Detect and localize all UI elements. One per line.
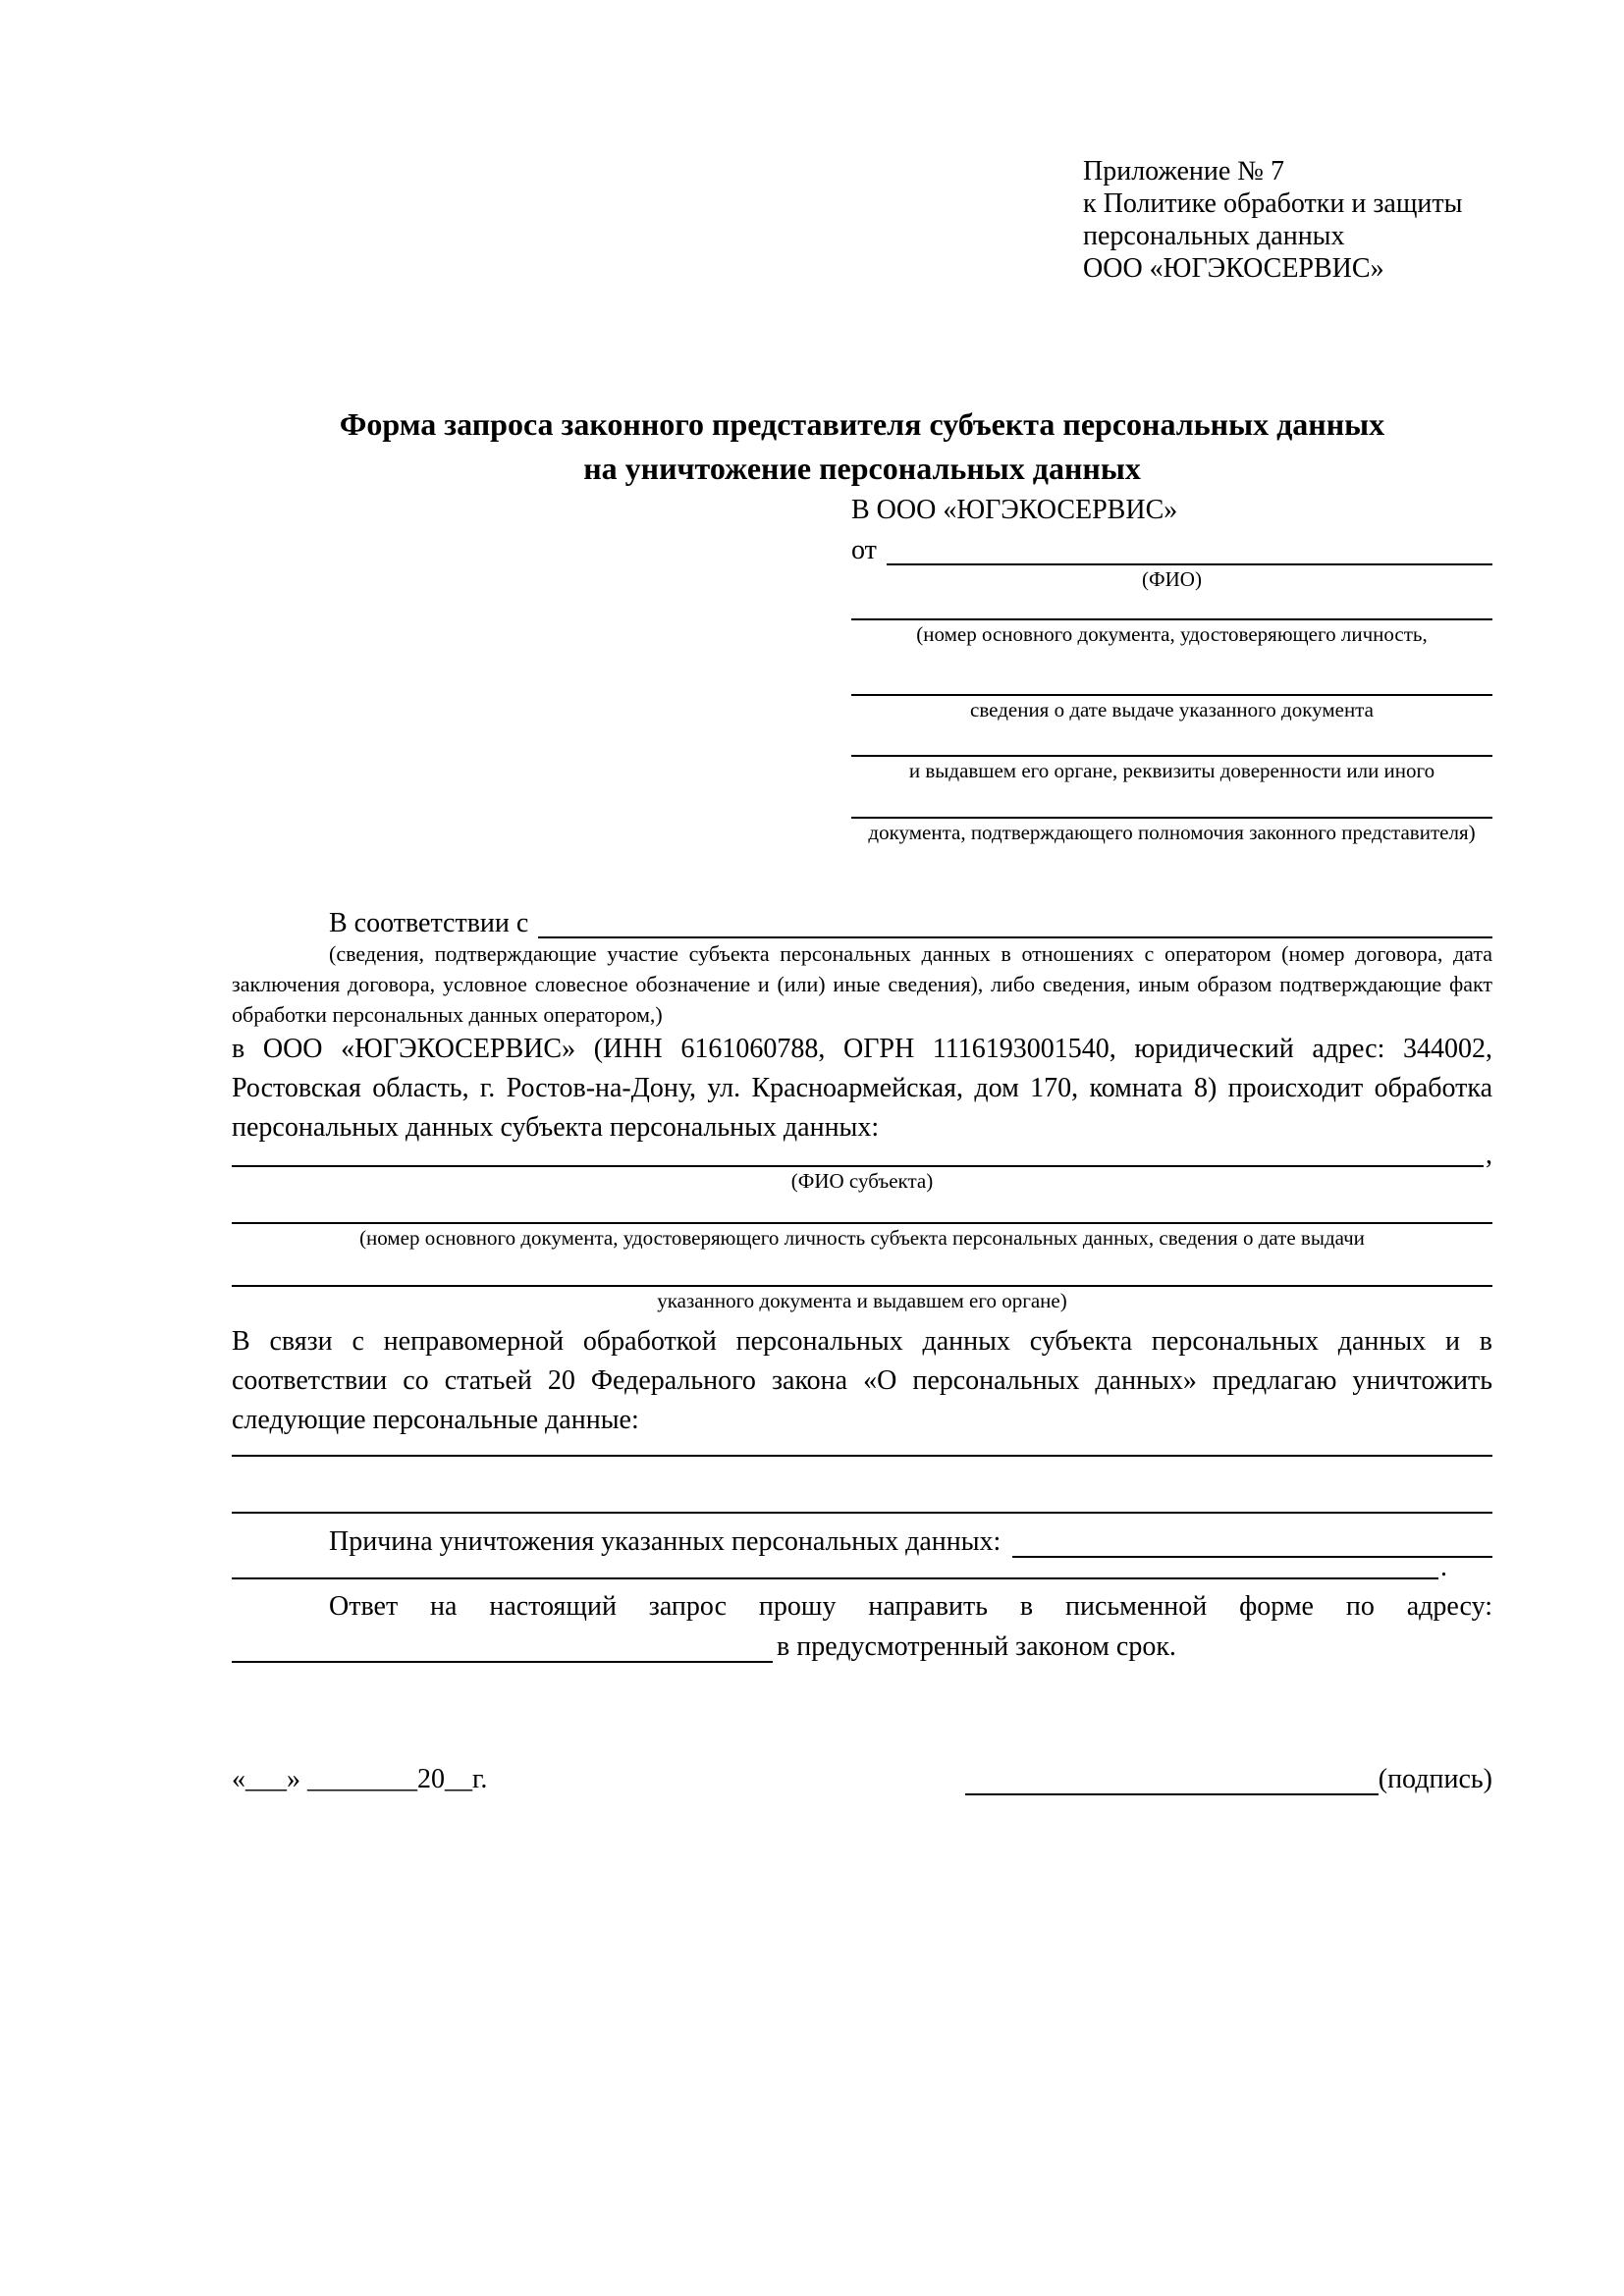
accordance-row [232, 902, 1492, 938]
personal-data-blank-2 [232, 1457, 1492, 1514]
subject-fio-row [232, 1140, 1492, 1170]
appendix-header-line: Приложение № 7 [1083, 156, 1284, 187]
demand-paragraph: В связи с неправомерной обработкой персональных данных субъекта персональных данных и в соответствии со статьей 20 Федерального закона «О персональных данных» предлагаю уничтожить следующие персональные данные: [232, 1326, 1492, 1435]
subject-fio-caption: (ФИО субъекта) [790, 1169, 934, 1193]
accordance-label: В соответствии с [329, 908, 529, 938]
signature-caption: (подпись) [1378, 1764, 1492, 1794]
appendix-header [1083, 155, 1492, 285]
addressee-block [851, 491, 1492, 846]
from-row [851, 530, 1492, 565]
footer [232, 1756, 1492, 1795]
subject-doc-blank-2 [232, 1252, 1492, 1287]
form-title [232, 402, 1492, 491]
signature-blank-field [965, 1766, 1379, 1795]
address-blank-field [232, 1627, 773, 1663]
operator-paragraph: в ООО «ЮГЭКОСЕРВИС» (ИНН 6161060788, ОГРН 1116193001540, юридический адрес: 344002, Ростовская область, г. Ростов-на-Дону, ул. Красноармейская, дом 170, комната 8) происходит обработка персональных данных субъекта персональных данных: [232, 1034, 1492, 1143]
appendix-header-line: персональных данных [1083, 221, 1345, 251]
appendix-header-line: к Политике обработки и защиты [1083, 188, 1463, 219]
addressee-organization: В ООО «ЮГЭКОСЕРВИС» [851, 495, 1178, 525]
response-tail-row [232, 1627, 1492, 1663]
subject-doc-blank-1 [232, 1195, 1492, 1224]
representative-doc-blank-1 [851, 593, 1492, 620]
representative-doc-blank-3 [851, 723, 1492, 757]
representative-doc-blank-2 [851, 648, 1492, 696]
form-title-line-2: на уничтожение персональных данных [583, 451, 1141, 486]
reason-blank-continuation [232, 1558, 1438, 1579]
subject-doc-caption-1: (номер основного документа, удостоверяющего личность субъекта персональных данных, сведения о дате выдачи [359, 1226, 1365, 1250]
representative-doc-caption-1: (номер основного документа, удостоверяющего личность, [916, 622, 1428, 646]
personal-data-blank-1 [232, 1440, 1492, 1457]
appendix-header-line: ООО «ЮГЭКОСЕРВИС» [1083, 253, 1384, 284]
response-sentence: Ответ на настоящий запрос прошу направить в письменной форме по адресу: [329, 1591, 1492, 1622]
reason-line-period: . [1440, 1552, 1447, 1582]
accordance-note: (сведения, подтверждающие участие субъекта персональных данных в отношениях с оператором (номер договора, дата заключения договора, условное словесное обозначение и (или) иные сведения), либо сведения, иным образом подтверждающие факт обработки персональных данных оператором,) [232, 941, 1492, 1027]
representative-doc-caption-4: документа, подтверждающего полномочия законного представителя) [868, 821, 1476, 844]
representative-doc-caption-2: сведения о дате выдаче указанного документа [970, 698, 1374, 721]
representative-doc-caption-3: и выдавшем его органе, реквизиты доверенности или иного [908, 759, 1435, 782]
subject-doc-caption-2: указанного документа и выдавшем его органе) [657, 1289, 1067, 1312]
signature-group [965, 1764, 1492, 1795]
reason-continuation-row [232, 1552, 1492, 1582]
response-tail: в предусмотренный законом срок. [777, 1631, 1176, 1662]
subject-fio-suffix: , [1486, 1140, 1492, 1170]
reason-label: Причина уничтожения указанных персональных данных: [329, 1526, 1001, 1557]
representative-doc-blank-4 [851, 784, 1492, 819]
reason-row [232, 1514, 1492, 1558]
from-label: от [851, 535, 877, 565]
form-title-line-1: Форма запроса законного представителя субъекта персональных данных [339, 406, 1385, 442]
representative-fio-caption: (ФИО) [1142, 567, 1202, 591]
date-field: «___» ________20__г. [232, 1764, 488, 1794]
